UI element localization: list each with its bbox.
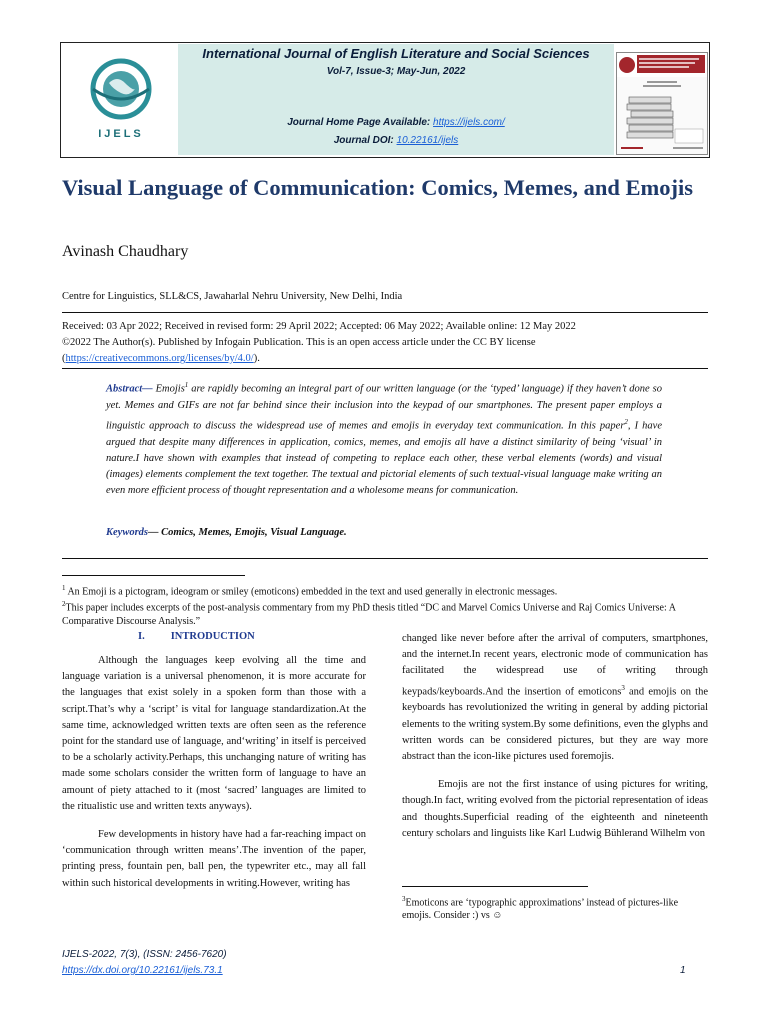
divider (62, 368, 708, 369)
license-open: ( (62, 353, 66, 364)
paragraph: Although the languages keep evolving all the time and language variation is a universal phenomenon, it is more accurate for the languages that exist solely in a spoken form than those with a script.That’s why a ‘script’ is vital for language standardization.At the same time, acknowledged written texts are often seen as the reference point for the standard use of language, and‘writing’ in itself is perceived to be a scholarly activity.Perhaps, this unchanging nature of writing has made some scholars consider the written form of language to have an amount of piety attached to it (most ‘sacred’ languages are limited to the ritualistic use and written texts anyways). (62, 655, 366, 812)
keywords (106, 527, 347, 538)
abstract (106, 377, 662, 499)
footnote-ref[interactable]: 2 (624, 417, 628, 426)
doi-label: Journal DOI: (333, 135, 397, 146)
footnotes-top (62, 582, 707, 628)
license-line (62, 351, 707, 367)
section-title: INTRODUCTION (170, 631, 255, 642)
copyright-line: ©2022 The Author(s). Published by Infogain Publication. This is an open access article under the CC BY license (62, 337, 536, 348)
abstract-text: , I have argued that despite many differences in application, comics, memes, and emojis all have a distinct similarity of being ‘visual’ in nature.I have shown with examples that instead of competing to replace each other, these verbal elements (words) and visual (images) elements complement the text together. The textual and pictorial elements of such textual-visual language make writing an even more efficient process of thought representation and a wholesome means for communication. (106, 420, 662, 497)
journal-header (60, 42, 710, 158)
abstract-label: Abstract (106, 383, 143, 395)
home-label: Journal Home Page Available: (287, 117, 434, 128)
journal-doi-line (178, 135, 614, 146)
footnote-ref[interactable]: 1 (184, 381, 189, 389)
divider (62, 312, 708, 313)
footnote-text: Emoticons are ‘typographic approximations’ instead of pictures-like emojis. Consider :) vs ☺ (402, 897, 679, 922)
paragraph: Emojis are not the first instance of using pictures for writing, though.In fact, writing evolved from the pictorial representation of ideas and thoughts.Superficial reading of the eighteenth and nineteenth century scholars and linguists like Karl Ludwig Bühlerand Wilhelm von (402, 779, 708, 839)
keywords-label: Keywords (106, 527, 148, 538)
paragraph-text: and emojis on the keyboards has revolutionized the writing in general by adding pictorial elements to the writing system.By some definitions, even the glyphs and written words can be considered pictures, but they are way more abstract than the icon-like pictures used foremojis. (402, 686, 708, 762)
section-number: I. (138, 631, 145, 642)
divider (62, 558, 708, 559)
doi-link[interactable]: 10.22161/ijels (396, 135, 459, 146)
footnote-text: An Emoji is a pictogram, ideogram or smiley (emoticons) embedded in the text and used generally in electronic messages. (65, 586, 558, 598)
journal-title: International Journal of English Literature and Social Sciences (202, 46, 590, 61)
paragraph (402, 631, 708, 765)
paragraph: Few developments in history have had a far-reaching impact on ‘communication through written means’.The invention of the paper, printing press, fountain pen, ball pen, the typewriter etc., may all fall within such historical developments in writing.However, writing has (62, 829, 366, 889)
paragraph-text: changed like never before after the arrival of computers, smartphones, and the internet.In recent years, electronic mode of communication has facilitated the widespread use of writing through keypads/keyboards.And the insertion of emoticons (402, 633, 708, 698)
page-number: 1 (680, 965, 686, 976)
paper-title: Visual Language of Communication: Comics, Memes, and Emojis (62, 175, 694, 200)
footnote-text: This paper includes excerpts of the post-analysis commentary from my PhD thesis titled “DC and Marvel Comics Universe and Raj Comics Universe: A Comparative Discourse Analysis.” (62, 602, 676, 627)
author-affiliation: Centre for Linguistics, SLL&CS, Jawaharlal Nehru University, New Delhi, India (62, 291, 403, 302)
footnote-ref[interactable]: 3 (621, 683, 625, 692)
footer-citation: IJELS-2022, 7(3), (ISSN: 2456-7620) (62, 949, 227, 960)
footnote-2 (62, 598, 707, 627)
abstract-dash: — (142, 383, 156, 395)
abstract-text: Emojis (155, 383, 185, 395)
license-link[interactable]: https://creativecommons.org/licenses/by/4.0/ (65, 353, 254, 364)
journal-volume: Vol-7, Issue-3; May-Jun, 2022 (326, 66, 466, 77)
footnote-3 (402, 893, 708, 922)
home-link[interactable]: https://ijels.com/ (433, 117, 505, 128)
footer-doi-link[interactable] (62, 965, 223, 976)
footnote-1 (62, 582, 707, 598)
footnote-separator (402, 886, 588, 887)
section-heading (138, 631, 255, 642)
footnote-mark: 3 (402, 895, 406, 903)
left-column (62, 653, 366, 892)
logo-text: IJELS (98, 128, 144, 140)
dates-line: Received: 03 Apr 2022; Received in revised form: 29 April 2022; Accepted: 06 May 2022; Available online: 12 May 2022 (62, 321, 576, 332)
article-history (62, 319, 707, 367)
abstract-text: are rapidly becoming an integral part of our written language (or the ‘typed’ language) if they haven’t done so yet. Memes and GIFs are not far behind since their inclusion into the keypad of our smartphones. The present paper employs a linguistic approach to discuss the widespread use of memes and emojis in everyday text communication. In this paper (106, 383, 662, 432)
journal-info (178, 44, 614, 155)
footer-doi-url[interactable]: https://dx.doi.org/10.22161/ijels.73.1 (62, 965, 223, 976)
footnote-mark: 1 (62, 584, 66, 592)
license-close: ). (253, 353, 260, 364)
journal-logo (71, 49, 171, 149)
journal-cover-image (616, 52, 708, 155)
author-name: Avinash Chaudhary (62, 243, 189, 260)
keywords-text: — Comics, Memes, Emojis, Visual Language. (148, 527, 347, 538)
footnote-separator (62, 575, 245, 576)
footnote-mark: 2 (62, 600, 66, 609)
journal-home-line (178, 117, 614, 128)
right-column (402, 631, 708, 842)
